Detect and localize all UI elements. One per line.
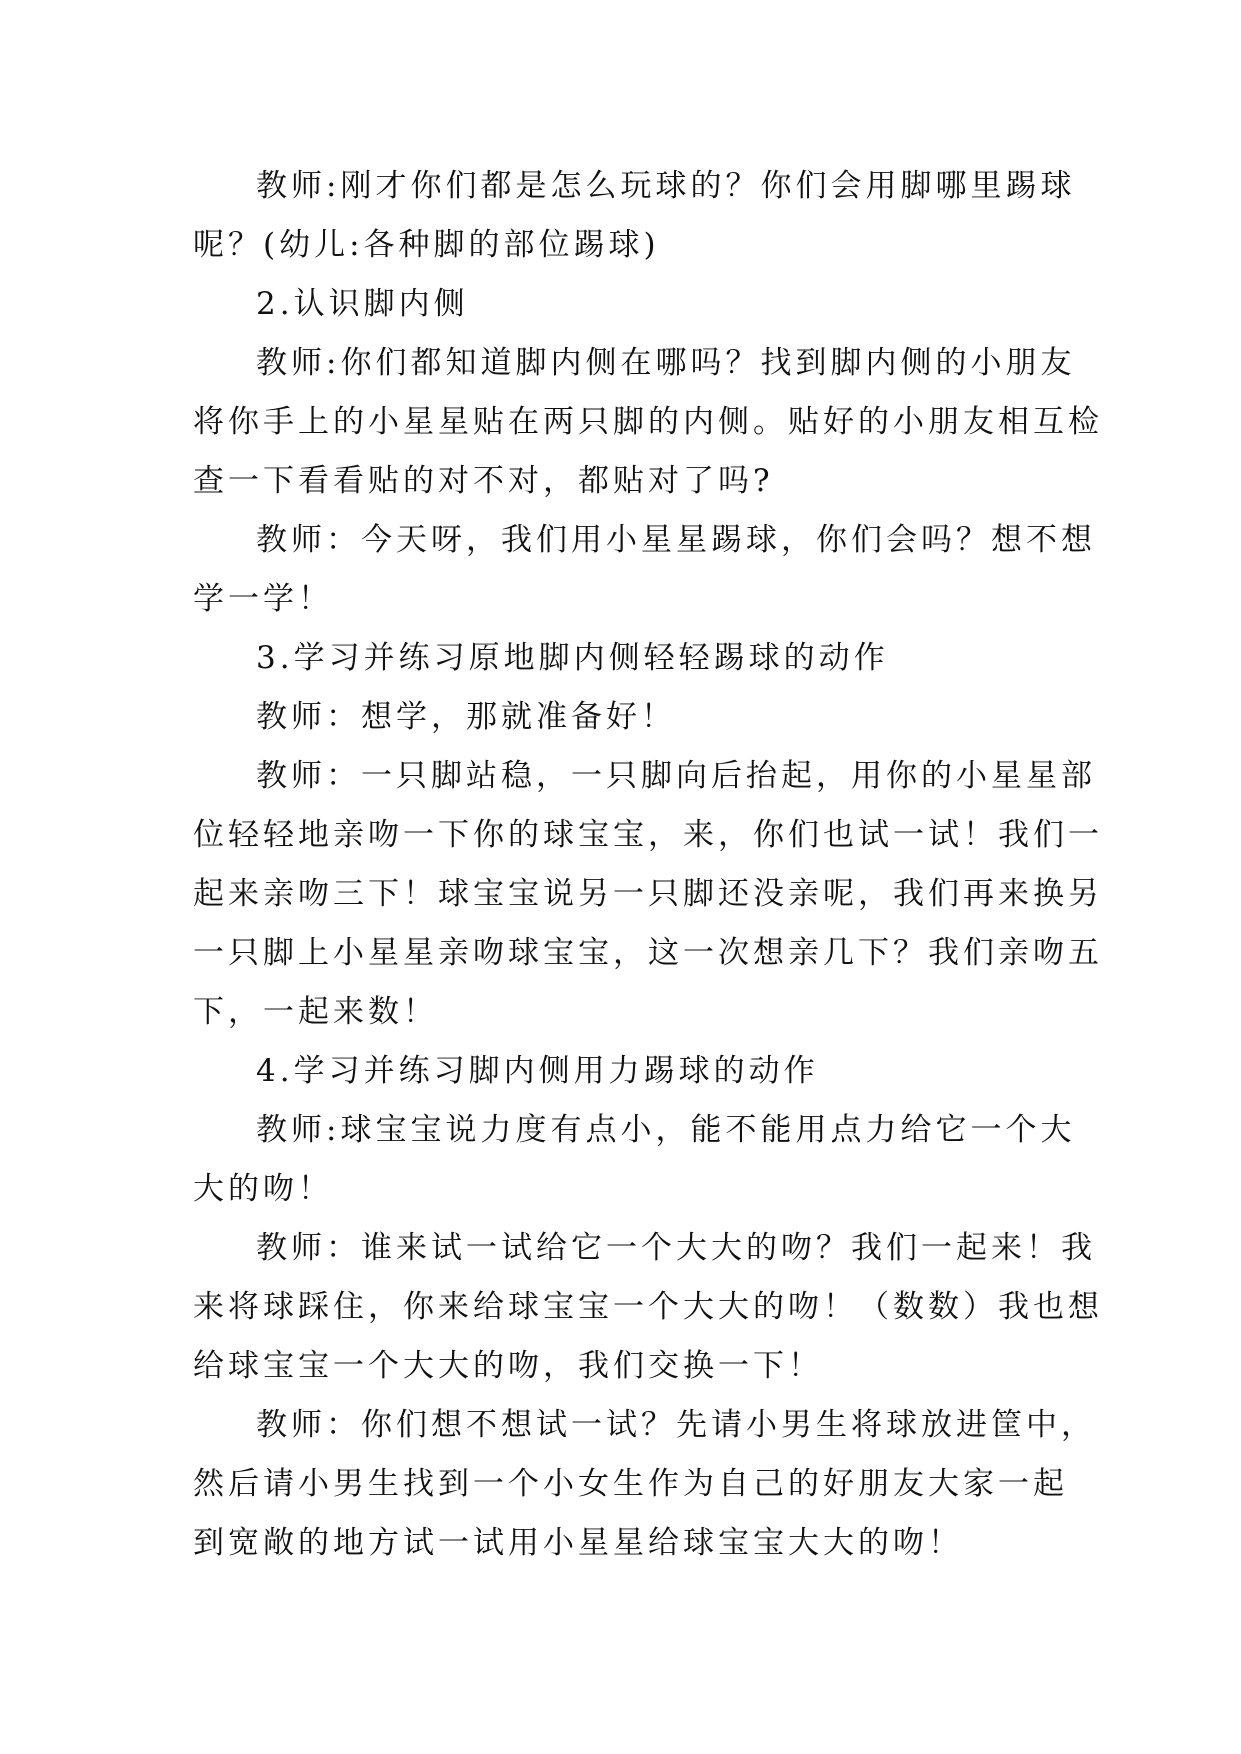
section-heading: 2.认识脚内侧 xyxy=(256,286,469,322)
text-line: 教师:你们都知道脚内侧在哪吗？找到脚内侧的小朋友 xyxy=(256,345,1076,381)
text-line: 来将球踩住，你来给球宝宝一个大大的吻！（数数）我也想 xyxy=(193,1289,1103,1325)
text-line: 位轻轻地亲吻一下你的球宝宝，来，你们也试一试！我们一 xyxy=(193,817,1103,853)
section-heading: 4.学习并练习脚内侧用力踢球的动作 xyxy=(256,1053,819,1089)
text-line: 将你手上的小星星贴在两只脚的内侧。贴好的小朋友相互检 xyxy=(193,404,1103,440)
text-line: 教师：想学，那就准备好！ xyxy=(256,699,676,735)
text-line: 教师：今天呀，我们用小星星踢球，你们会吗？想不想 xyxy=(256,522,1096,558)
text-line: 大的吻！ xyxy=(193,1171,333,1207)
text-line: 教师:刚才你们都是怎么玩球的？你们会用脚哪里踢球 xyxy=(256,168,1076,204)
text-line: 教师:球宝宝说力度有点小，能不能用点力给它一个大 xyxy=(256,1112,1076,1148)
text-line: 然后请小男生找到一个小女生作为自己的好朋友大家一起 xyxy=(193,1466,1068,1502)
text-line: 给球宝宝一个大大的吻，我们交换一下！ xyxy=(193,1348,823,1384)
text-line: 教师：谁来试一试给它一个大大的吻？我们一起来！我 xyxy=(256,1230,1096,1266)
text-line: 起来亲吻三下！球宝宝说另一只脚还没亲呢，我们再来换另 xyxy=(193,876,1103,912)
text-line: 学一学！ xyxy=(193,581,333,617)
section-heading: 3.学习并练习原地脚内侧轻轻踢球的动作 xyxy=(256,640,889,676)
text-line: 一只脚上小星星亲吻球宝宝，这一次想亲几下？我们亲吻五 xyxy=(193,935,1103,971)
text-line: 教师：你们想不想试一试？先请小男生将球放进筐中， xyxy=(256,1407,1096,1443)
text-line: 查一下看看贴的对不对，都贴对了吗? xyxy=(193,463,774,499)
text-line: 到宽敞的地方试一试用小星星给球宝宝大大的吻！ xyxy=(193,1525,963,1561)
text-line: 呢？(幼儿:各种脚的部位踢球) xyxy=(193,227,660,263)
text-line: 教师：一只脚站稳，一只脚向后抬起，用你的小星星部 xyxy=(256,758,1096,794)
text-line: 下，一起来数！ xyxy=(193,994,438,1030)
